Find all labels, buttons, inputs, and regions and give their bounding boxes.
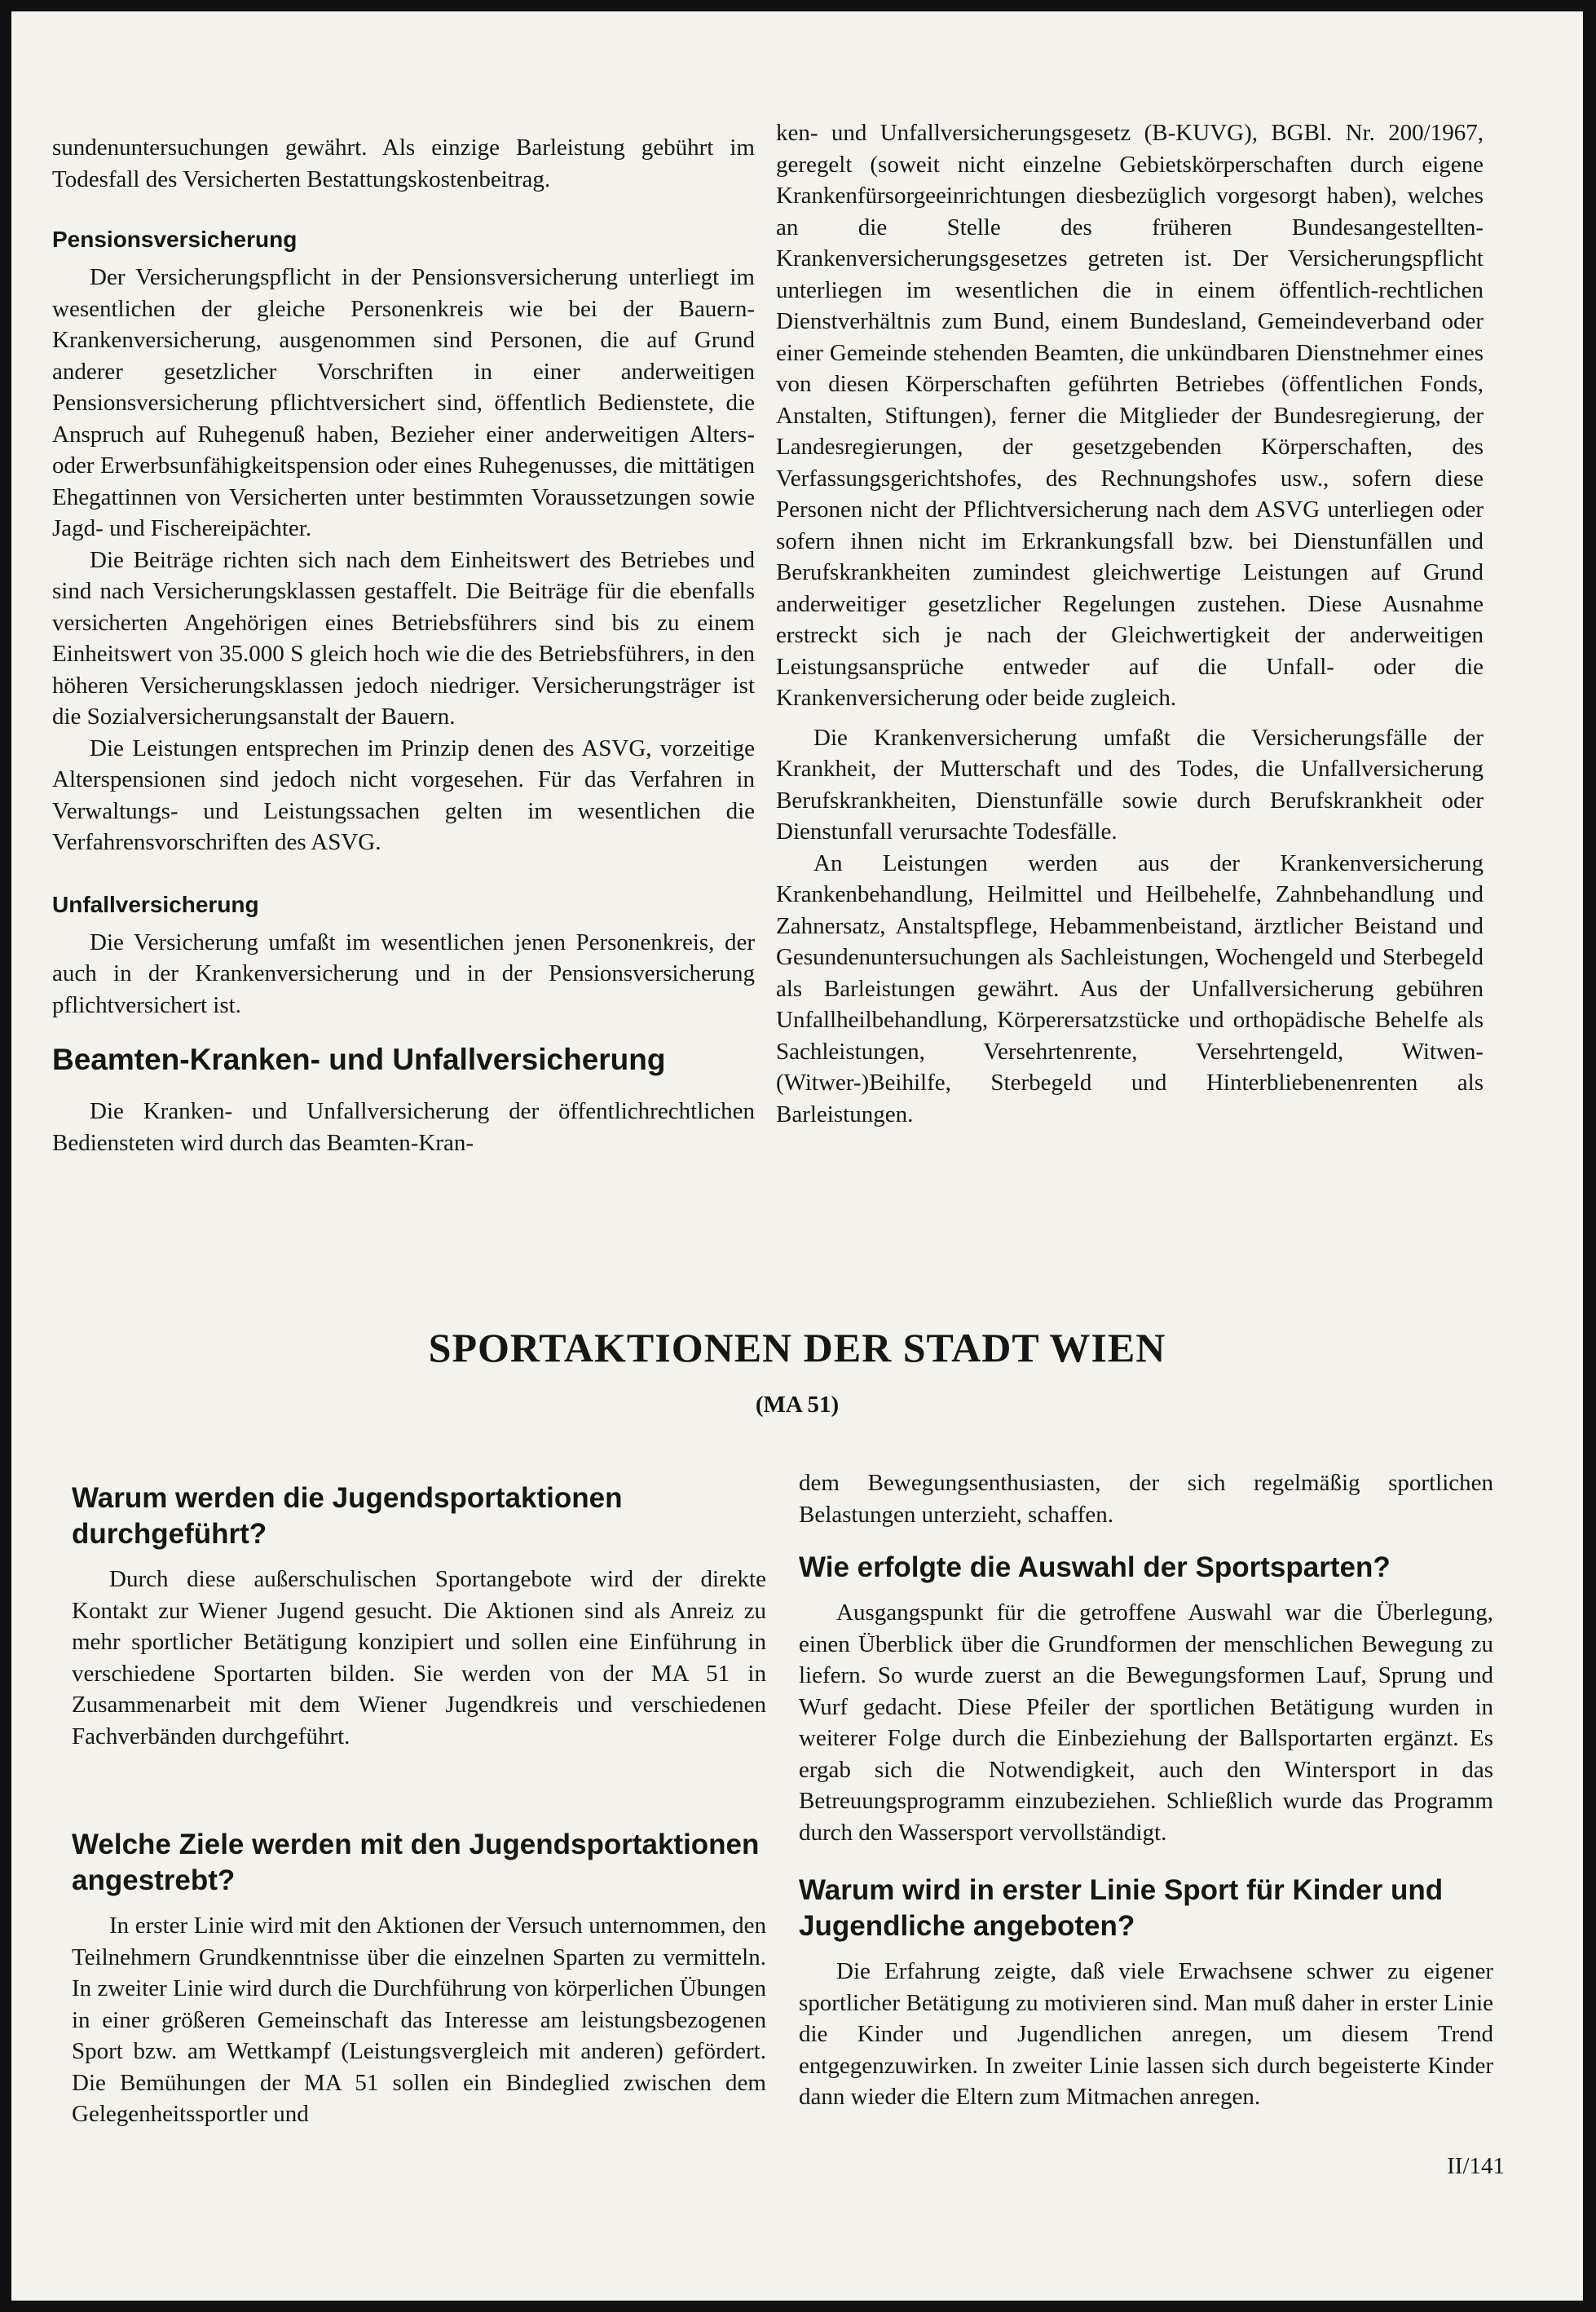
page-number: II/141	[1447, 2153, 1505, 2179]
paragraph: Die Krankenversicherung umfaßt die Versicherungsfälle der Krankheit, der Mutterschaft und des Todes, die Unfallversicherung Berufskrankheiten, Dienstunfälle sowie durch Berufskrankheit oder Dienstunfall verursachte Todesfälle.	[776, 724, 1484, 845]
section-title: SPORTAKTIONEN DER STADT WIEN	[428, 1325, 1166, 1370]
paragraph: Die Versicherung umfaßt im wesentlichen jenen Personenkreis, der auch in der Krankenversicherung und in der Pensionsversicherung pflichtversichert ist.	[52, 929, 755, 1018]
heading-auswahl-sportsparten: Wie erfolgte die Auswahl der Sportsparten?	[799, 1551, 1391, 1583]
heading-pensionsversicherung: Pensionsversicherung	[52, 227, 298, 252]
top-left-column	[52, 132, 755, 1158]
heading-sport-fuer-kinder: Warum wird in erster Linie Sport für Kinder und Jugendliche angeboten?	[799, 1874, 1444, 1942]
paragraph: Die Leistungen entsprechen im Prinzip denen des ASVG, vorzeitige Alterspensionen sind jedoch nicht vorgesehen. Für das Verfahren in Verwaltungs- und Leistungssachen gelten im wesentlichen die Verfahrensvorschriften des ASVG.	[52, 735, 755, 855]
top-right-column	[776, 117, 1484, 1130]
section-subtitle: (MA 51)	[755, 1392, 840, 1418]
heading-beamten-versicherung: Beamten-Kranken- und Unfallversicherung	[52, 1043, 666, 1076]
paragraph: In erster Linie wird mit den Aktionen der Versuch unternommen, den Teilnehmern Grundkenntnisse über die einzelnen Sparten zu vermitteln. In zweiter Linie wird durch die Durchführung von körperlichen Übungen in einer größeren Gemeinschaft das Interesse am leistungsbezogenen Sport bzw. am Wettkampf (Leistungsvergleich mit anderen) gefördert. Die Bemühungen der MA 51 sollen ein Bindeglied zwischen dem Gelegenheitssportler und	[72, 1913, 766, 2127]
heading-warum-jugendsportaktionen: Warum werden die Jugendsportaktionen durchgeführt?	[72, 1482, 623, 1550]
paragraph: ken- und Unfallversicherungsgesetz (B-KUVG), BGBl. Nr. 200/1967, geregelt (soweit nicht einzelne Gebietskörperschaften durch eigene Krankenfürsorgeeinrichtungen diesbezüglich vorgesorgt haben), welches an die Stelle des früheren Bundesangestellten-Krankenversicherungsgesetzes getreten ist. Der Versicherungspflicht unterliegen im wesentlichen die in einem öffentlich-rechtlichen Dienstverhältnis zum Bund, einem Bundesland, Gemeindeverband oder einer Gemeinde stehenden Beamten, die unkündbaren Dienstnehmer eines von diesen Körperschaften geführten Betriebes (öffentlichen Fonds, Anstalten, Stiftungen), ferner die Mitglieder der Bundesregierung, der Landesregierungen, der gesetzgebenden Körperschaften, des Verfassungsgerichtshofes, des Rechnungshofes usw., sofern diese Personen nicht der Pflichtversicherung nach dem ASVG unterliegen oder sofern ihnen nicht im Erkrankungsfall bzw. bei Dienstunfällen und Berufskrankheiten zumindest gleichwertige Leistungen auf Grund anderweitiger gesetzlicher Regelungen zustehen. Diese Ausnahme erstreckt sich je nach der Gleichwertigkeit der anderweitigen Leistungsansprüche entweder auf die Unfall- oder die Krankenversicherung oder beide zugleich.	[776, 120, 1484, 711]
paragraph: Durch diese außerschulischen Sportangebote wird der direkte Kontakt zur Wiener Jugend gesucht. Die Aktionen sind als Anreiz zu mehr sportlicher Betätigung konzipiert und sollen eine Einführung in verschiedene Sportarten bilden. Sie werden von der MA 51 in Zusammenarbeit mit dem Wiener Jugendkreis und verschiedenen Fachverbänden durchgeführt.	[72, 1566, 766, 1749]
paragraph: Ausgangspunkt für die getroffene Auswahl war die Überlegung, einen Überblick über die Grundformen der menschlichen Bewegung zu liefern. So wurde zuerst an die Bewegungsformen Lauf, Sprung und Wurf gedacht. Diese Pfeiler der sportlichen Betätigung wurden in weiterer Folge durch die Einbeziehung der Ballsportarten ergänzt. Es ergab sich die Notwendigkeit, auch den Wintersport in das Betreuungsprogramm einzubeziehen. Schließlich wurde das Programm durch den Wassersport vervollständigt.	[799, 1599, 1493, 1846]
paragraph: Der Versicherungspflicht in der Pensionsversicherung unterliegt im wesentlichen der gleiche Personenkreis wie bei der Bauern-Krankenversicherung, ausgenommen sind Personen, die auf Grund anderer gesetzlicher Vorschriften in einer anderweitigen Pensionsversicherung pflichtversichert sind, öffentlich Bedienstete, die Anspruch auf Ruhegenuß haben, Bezieher einer anderweitigen Alters- oder Erwerbsunfähigkeitspension oder eines Ruhegenusses, die mittätigen Ehegattinnen von Versicherten unter bestimmten Voraussetzungen sowie Jagd- und Fischereipächter.	[52, 264, 755, 541]
heading-ziele-jugendsportaktionen: Welche Ziele werden mit den Jugendsportaktionen angestrebt?	[72, 1829, 760, 1896]
paragraph: An Leistungen werden aus der Krankenversicherung Krankenbehandlung, Heilmittel und Heilbehelfe, Zahnbehandlung und Zahnersatz, Anstaltspflege, Hebammenbeistand, ärztlicher Beistand und Gesundenuntersuchungen als Sachleistungen, Wochengeld und Sterbegeld als Barleistungen gewährt. Aus der Unfallversicherung gebühren Unfallheilbehandlung, Körperersatzstücke und orthopädische Behelfe als Sachleistungen, Versehrtenrente, Versehrtengeld, Witwen-(Witwer-)Beihilfe, Sterbegeld und Hinterbliebenenrenten als Barleistungen.	[776, 849, 1484, 1127]
bottom-left-column	[72, 1480, 766, 2130]
paragraph: Die Erfahrung zeigte, daß viele Erwachsene schwer zu eigener sportlicher Betätigung zu motivieren sind. Man muß daher in erster Linie die Kinder und Jugendlichen anregen, um diesem Trend entgegenzuwirken. In zweiter Linie lassen sich durch begeisterte Kinder dann wieder die Eltern zum Mitmachen anregen.	[799, 1958, 1493, 2110]
paragraph: Die Beiträge richten sich nach dem Einheitswert des Betriebes und sind nach Versicherungsklassen gestaffelt. Die Beiträge für die ebenfalls versicherten Angehörigen eines Betriebsführers sind bis zu einem Einheitswert von 35.000 S gleich hoch wie die des Betriebsführers, in den höheren Versicherungsklassen jedoch niedriger. Versicherungsträger ist die Sozialversicherungsanstalt der Bauern.	[52, 546, 755, 730]
paragraph: Die Kranken- und Unfallversicherung der öffentlichrechtlichen Bediensteten wird durch das Beamten-Kran-	[52, 1098, 755, 1156]
bottom-right-column	[799, 1467, 1493, 2113]
paragraph: dem Bewegungsenthusiasten, der sich regelmäßig sportlichen Belastungen unterzieht, schaffen.	[799, 1470, 1493, 1528]
heading-unfallversicherung: Unfallversicherung	[52, 891, 259, 917]
paragraph: sundenuntersuchungen gewährt. Als einzige Barleistung gebührt im Todesfall des Versicherten Bestattungskostenbeitrag.	[52, 135, 755, 192]
